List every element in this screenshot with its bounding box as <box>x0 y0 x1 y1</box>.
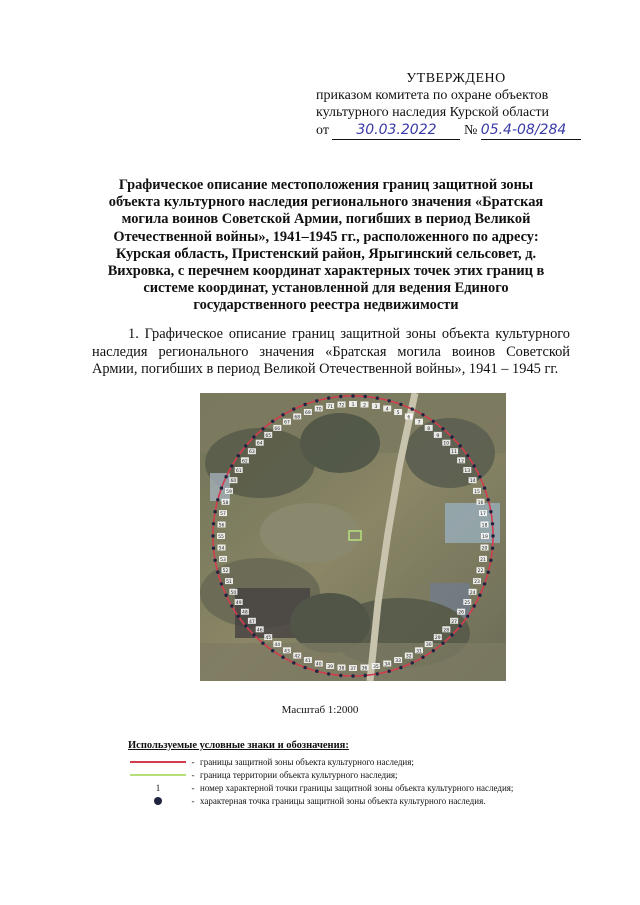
boundary-point <box>466 615 469 618</box>
boundary-point <box>388 670 391 673</box>
point-number-label: 20 <box>481 546 488 552</box>
point-number-label: 19 <box>482 535 488 540</box>
date-prefix: от <box>316 123 329 138</box>
boundary-point <box>212 522 215 525</box>
boundary-point <box>261 642 264 645</box>
point-number-label: 52 <box>222 569 229 575</box>
point-number-label: 42 <box>294 654 301 660</box>
point-number-label: 64 <box>256 441 263 447</box>
point-number-label: 7 <box>417 420 421 426</box>
boundary-point <box>213 559 216 562</box>
boundary-point <box>491 522 494 525</box>
point-number-label: 12 <box>458 459 464 465</box>
point-number-label: 29 <box>434 636 441 642</box>
boundary-point <box>327 396 330 399</box>
boundary-point <box>399 403 402 406</box>
boundary-point <box>489 559 492 562</box>
boundary-point <box>411 407 414 410</box>
boundary-point <box>421 413 424 416</box>
point-number-label: 71 <box>327 405 333 410</box>
boundary-point <box>271 649 274 652</box>
point-number-label: 21 <box>480 557 486 563</box>
boundary-point <box>252 435 255 438</box>
boundary-point <box>487 571 490 574</box>
point-number-label: 67 <box>284 420 290 426</box>
boundary-point <box>244 624 247 627</box>
legend-text: номер характерной точки границы защитной зоны объекта культурного наследия; <box>200 782 514 793</box>
boundary-point <box>491 547 494 550</box>
point-number-label: 43 <box>284 649 290 655</box>
boundary-point <box>220 486 223 489</box>
approval-line-1: приказом комитета по охране объектов <box>316 88 549 103</box>
boundary-point <box>212 547 215 550</box>
point-number-label: 40 <box>315 662 322 668</box>
boundary-point <box>376 672 379 675</box>
point-number-label: 57 <box>220 512 226 518</box>
boundary-point <box>376 396 379 399</box>
point-number-label: 32 <box>405 654 412 660</box>
point-number-label: 72 <box>338 403 345 409</box>
boundary-point <box>237 615 240 618</box>
point-number-label: 28 <box>443 628 450 634</box>
point-number-label: 66 <box>274 426 281 432</box>
point-number-label: 62 <box>242 459 248 465</box>
point-number-label: 11 <box>451 450 457 456</box>
boundary-point <box>450 633 453 636</box>
boundary-point <box>364 674 367 677</box>
point-number-label: 4 <box>385 407 389 413</box>
point-number-label: 60 <box>230 479 237 485</box>
dot-symbol <box>154 797 162 805</box>
point-number-label: 58 <box>222 500 229 506</box>
boundary-point <box>252 633 255 636</box>
point-number-label: 14 <box>469 479 476 485</box>
boundary-point <box>339 674 342 677</box>
point-number-label: 6 <box>407 415 411 421</box>
boundary-point <box>411 661 414 664</box>
point-number-label: 61 <box>235 469 242 474</box>
handwritten-date: 30.03.2022 <box>356 122 437 138</box>
legend-text: границы защитной зоны объекта культурного наследия; <box>200 756 414 767</box>
boundary-point <box>339 395 342 398</box>
point-number-label: 33 <box>395 659 401 664</box>
point-number-label: 10 <box>443 441 450 447</box>
boundary-point <box>213 510 216 513</box>
boundary-point <box>478 475 481 478</box>
handwritten-number: 05.4-08/284 <box>480 122 567 138</box>
point-number-label: 50 <box>230 590 237 596</box>
point-number-label: 47 <box>249 619 255 625</box>
boundary-point <box>473 464 476 467</box>
boundary-point <box>303 403 306 406</box>
boundary-point <box>315 670 318 673</box>
point-number-label: 9 <box>436 433 440 439</box>
boundary-point <box>351 674 354 677</box>
point-number-label: 16 <box>477 500 484 506</box>
point-number-label: 70 <box>315 407 322 413</box>
boundary-point <box>388 399 391 402</box>
point-number-label: 27 <box>451 619 457 625</box>
point-number-label: 15 <box>474 489 480 495</box>
boundary-point <box>230 604 233 607</box>
point-number-label: 34 <box>384 662 391 668</box>
boundary-point <box>364 395 367 398</box>
point-number-label: 56 <box>218 523 225 529</box>
point-number-label: 49 <box>235 601 242 606</box>
point-number-label: 46 <box>256 628 263 634</box>
boundary-point <box>327 672 330 675</box>
point-number-label: 51 <box>226 580 232 586</box>
boundary-point <box>421 656 424 659</box>
boundary-point <box>224 594 227 597</box>
point-number-label: 37 <box>350 667 356 672</box>
point-number-label: 2 <box>363 403 366 409</box>
point-number-label: 54 <box>218 546 225 552</box>
boundary-point <box>271 420 274 423</box>
boundary-point <box>292 407 295 410</box>
boundary-point <box>491 534 494 537</box>
approval-date-line <box>316 122 586 140</box>
satellite-map <box>200 393 506 681</box>
boundary-point <box>237 454 240 457</box>
point-number-label: 17 <box>480 512 486 518</box>
legend-row: - граница территории объекта культурного наследия; <box>128 768 558 781</box>
boundary-point <box>399 666 402 669</box>
boundary-point <box>459 444 462 447</box>
point-number-label: 3 <box>374 405 378 410</box>
number-prefix: № <box>463 123 478 138</box>
point-number-label: 26 <box>458 610 464 616</box>
boundary-point <box>281 413 284 416</box>
boundary-point <box>478 594 481 597</box>
point-number-label: 38 <box>338 666 345 672</box>
red-line-symbol <box>130 761 186 763</box>
legend-text: характерная точка границы защитной зоны объекта культурного наследия. <box>200 795 486 806</box>
approval-line-2: культурного наследия Курской области <box>316 105 550 120</box>
legend <box>128 740 558 807</box>
document-title: Графическое описание местоположения границ защитной зоны объекта культурного наследия регионального значения «Братская могила воинов Советской Армии, погибших в период Великой Отечественной войны», 1941–1945 гг., расположенного по адресу: Курская область, Пристенский район, Ярыгинский сельсовет, д. Вихровка, с перечнем координат характерных точек этих границ в системе координат, установленной для ведения Единого государственного реестра недвижимости <box>107 177 545 314</box>
point-number-label: 45 <box>265 636 272 642</box>
point-number-label: 13 <box>464 469 471 474</box>
approval-heading: УТВЕРЖДЕНО <box>406 71 506 86</box>
green-line-symbol <box>130 774 186 776</box>
legend-row: 1 - номер характерной точки границы защитной зоны объекта культурного наследия; <box>155 782 514 793</box>
boundary-point <box>432 649 435 652</box>
point-number-label: 59 <box>226 489 232 495</box>
boundary-point <box>244 444 247 447</box>
boundary-point <box>216 498 219 501</box>
boundary-point <box>487 498 490 501</box>
boundary-point <box>216 571 219 574</box>
boundary-point <box>230 464 233 467</box>
point-number-label: 8 <box>427 426 431 432</box>
point-number-label: 68 <box>294 415 301 421</box>
point-number-label: 63 <box>249 450 255 456</box>
boundary-point <box>483 486 486 489</box>
approval-stamp <box>316 70 586 140</box>
boundary-point <box>489 510 492 513</box>
boundary-point <box>466 454 469 457</box>
boundary-point <box>292 661 295 664</box>
point-number-label: 44 <box>274 643 281 649</box>
point-number-label: 24 <box>469 590 476 596</box>
boundary-point <box>459 624 462 627</box>
point-number-label: 41 <box>305 659 311 664</box>
boundary-point <box>483 582 486 585</box>
point-number-label: 30 <box>425 643 432 649</box>
point-number-label: 31 <box>416 649 422 655</box>
boundary-point <box>224 475 227 478</box>
boundary-point <box>211 534 214 537</box>
legend-row: - границы защитной зоны объекта культурного наследия; <box>128 755 558 768</box>
boundary-point <box>261 427 264 430</box>
boundary-point <box>441 642 444 645</box>
point-number-label: 35 <box>373 665 379 670</box>
map-svg <box>200 393 506 681</box>
point-number-label: 36 <box>361 666 368 672</box>
legend-title: Используемые условные знаки и обозначения: <box>128 740 349 751</box>
point-number-label: 18 <box>481 523 488 529</box>
boundary-point <box>473 604 476 607</box>
boundary-point <box>220 582 223 585</box>
point-number-label: 65 <box>265 433 272 439</box>
point-number-label: 55 <box>218 535 224 540</box>
boundary-point <box>432 420 435 423</box>
boundary-point <box>315 399 318 402</box>
boundary-point <box>351 394 354 397</box>
point-number-label: 23 <box>474 580 480 586</box>
point-number-label: 5 <box>396 411 400 416</box>
boundary-point <box>303 666 306 669</box>
section-1-paragraph <box>92 326 570 379</box>
boundary-point <box>281 656 284 659</box>
point-number-label: 53 <box>220 557 226 563</box>
section-1-text: 1. Графическое описание границ защитной зоны объекта культурного наследия регионального значения «Братская могила воинов Советской Армии, погибших в период Великой Отечественной войны», 1941 – 1945 гг. <box>92 326 570 377</box>
map-scale: Масштаб 1:2000 <box>281 704 359 716</box>
legend-row: - характерная точка границы защитной зоны объекта культурного наследия. <box>128 794 558 807</box>
point-number-label: 1 <box>351 403 355 408</box>
point-number-label: 48 <box>242 610 248 616</box>
point-number-label: 25 <box>464 601 471 606</box>
point-number-label: 69 <box>305 411 311 416</box>
legend-text: граница территории объекта культурного наследия; <box>200 769 398 780</box>
point-number-label: 22 <box>477 569 484 575</box>
boundary-point <box>450 435 453 438</box>
boundary-point <box>441 427 444 430</box>
number-symbol: 1 <box>155 782 161 793</box>
point-number-label: 39 <box>327 665 333 670</box>
